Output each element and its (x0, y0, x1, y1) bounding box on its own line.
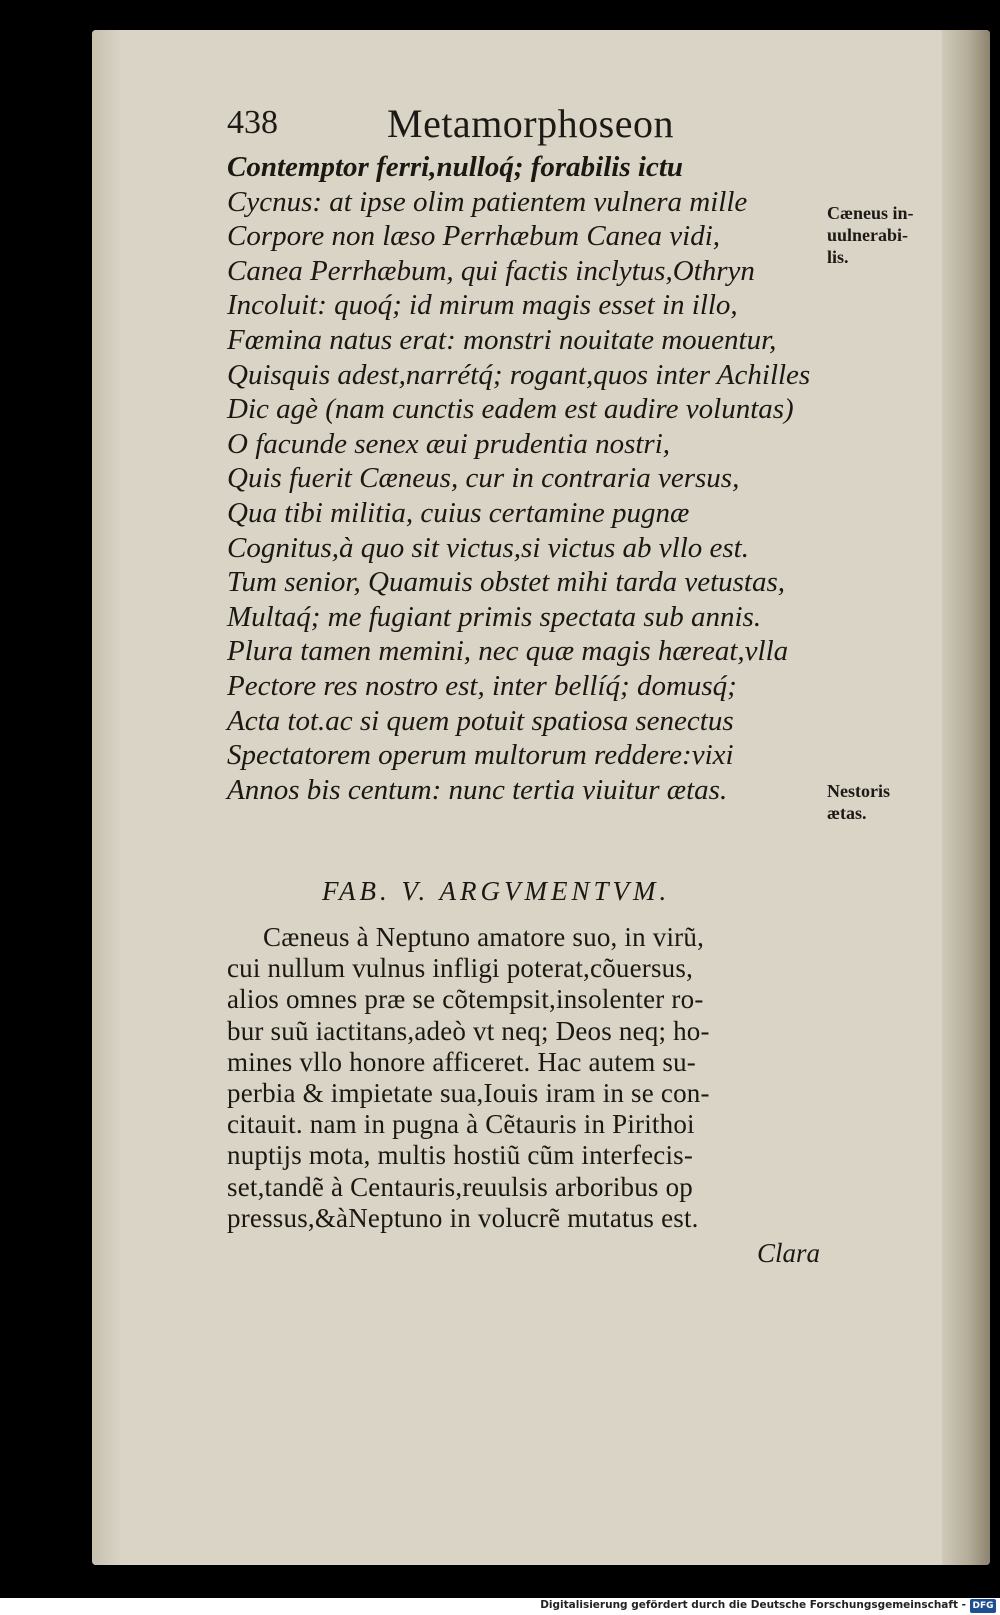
argument-line: cui nullum vulnus infligi poterat,cõuersus, (227, 953, 694, 984)
margin-note-nestoris (827, 780, 957, 824)
verse-line: Qua tibi militia, cuius certamine pugnæ (227, 496, 690, 529)
page-header (227, 100, 787, 150)
argument-line: alios omnes præ se cõtempsit,insolenter ro- (227, 984, 704, 1015)
verse-line: Quis fuerit Cæneus, cur in contraria versus, (227, 462, 740, 495)
argument-line: nuptijs mota, multis hostiũ cũm interfecis- (227, 1140, 694, 1171)
verse-line: Plura tamen memini, nec quæ magis hæreat,vlla (227, 635, 789, 668)
running-title: Metamorphoseon (387, 101, 674, 146)
margin-note-line: lis. (827, 247, 849, 267)
verse-line: Cycnus: at ipse olim patientem vulnera mille (227, 185, 748, 218)
verse-line: Corpore non læso Perrhæbum Canea vidi, (227, 220, 721, 253)
fable-heading: FAB. V. ARGVMENTVM. (322, 876, 671, 906)
verse-line: Fœmina natus erat: monstri nouitate mouentur, (227, 323, 777, 356)
page-gutter-shadow (92, 30, 122, 1565)
margin-note-line: ætas. (827, 803, 867, 823)
verse-line: Incoluit: quoq́; id mirum magis esset in illo, (227, 289, 738, 322)
verse-line: Quisquis adest,narrétq́; rogant,quos inter Achilles (227, 358, 811, 391)
argument-line: perbia & impietate sua,Iouis iram in se con- (227, 1077, 710, 1108)
dfg-logo: DFG (970, 1599, 996, 1613)
catchword: Clara (757, 1238, 821, 1268)
verse-line: Spectatorem operum multorum reddere:vixi (227, 739, 734, 772)
footer-credit: Digitalisierung gefördert durch die Deutsche Forschungsgemeinschaft - (540, 1599, 966, 1611)
margin-note-caeneus (827, 202, 957, 268)
digitization-footer (0, 1598, 1000, 1615)
verse-line: O facunde senex æui prudentia nostri, (227, 427, 671, 460)
argument-line: bur suũ iactitans,adeò vt neq; Deos neq; ho- (227, 1015, 710, 1046)
verse-line: Acta tot.ac si quem potuit spatiosa senectus (227, 704, 734, 737)
verse-line: Contemptor ferri,nulloq́; forabilis ictu (227, 151, 683, 183)
verse-line: Dic agè (nam cunctis eadem est audire voluntas) (227, 393, 794, 426)
verse-line: Multaq́; me fugiant primis spectata sub annis. (227, 600, 762, 633)
verse-line: Tum senior, Quamuis obstet mihi tarda vetustas, (227, 566, 786, 599)
book-page (92, 30, 990, 1565)
argument-line: Cæneus à Neptuno amatore suo, in virũ, (263, 922, 705, 952)
margin-note-line: Nestoris (827, 781, 890, 801)
verse-line: Annos bis centum: nunc tertia viuitur ætas. (227, 773, 728, 806)
argument-line: pressus,&àNeptuno in volucrẽ mutatus est. (227, 1202, 699, 1233)
argument-line: mines vllo honore afficeret. Hac autem su- (227, 1046, 696, 1077)
verse-line: Pectore res nostro est, inter bellíq́; domusq́; (227, 669, 737, 702)
verse-line: Cognitus,à quo sit victus,si victus ab vllo est. (227, 531, 749, 564)
argument-line: set,tandẽ à Centauris,reuulsis arboribus op (227, 1171, 693, 1202)
argument-line: citauit. nam in pugna à Cẽtauris in Pirithoi (227, 1109, 695, 1140)
margin-note-line: Cæneus in- (827, 203, 914, 223)
page-number: 438 (227, 104, 278, 141)
margin-note-line: uulnerabi- (827, 225, 909, 245)
verse-line: Canea Perrhæbum, qui factis inclytus,Othryn (227, 254, 755, 287)
argument-block (227, 922, 837, 1234)
verse-block (227, 150, 847, 807)
